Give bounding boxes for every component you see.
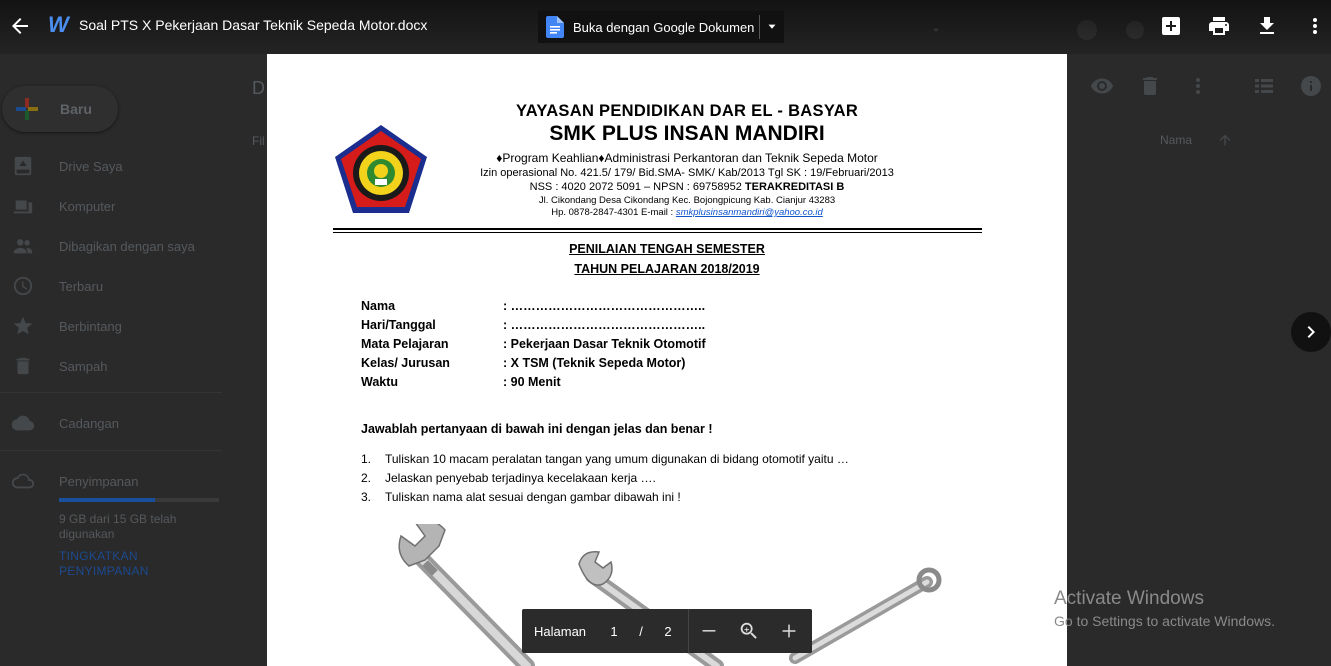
chevron-right-icon [1299,320,1323,344]
zoom-out-button[interactable] [689,609,729,653]
drive-icon [11,154,35,178]
question-item [361,452,849,466]
sidebar-item-recent[interactable] [0,274,103,298]
download-button[interactable] [1255,14,1279,38]
field-label: Hari/Tanggal [361,318,436,332]
back-arrow-icon[interactable] [8,14,32,38]
print-button[interactable] [1207,14,1231,38]
address-line: Jl. Cikondang Desa Cikondang Kec. Bojongpicung Kab. Cianjur 43283 [538,195,836,206]
sidebar-item-label: Komputer [59,198,116,214]
add-to-drive-button[interactable] [1159,14,1183,38]
add-to-drive-icon [1159,14,1183,38]
list-view-icon[interactable] [1252,74,1276,98]
storage-bar [59,498,219,502]
question-text: Tuliskan 10 macam peralatan tangan yang umum digunakan di bidang otomotif yaitu … [385,452,849,466]
field-value: : Pekerjaan Dasar Teknik Otomotif [503,337,706,351]
open-with-google-docs-button[interactable] [538,11,784,43]
sidebar-item-shared[interactable] [0,234,195,258]
programs-line: ♦Program Keahlian♦Administrasi Perkantoran dan Teknik Sepeda Motor [496,151,878,165]
chevron-down-icon [765,20,779,34]
open-with-dropdown[interactable] [760,20,784,34]
preview-eye-icon[interactable] [1090,74,1114,98]
print-icon [1207,14,1231,38]
column-header-name[interactable]: Nama [1160,133,1193,147]
sidebar-item-computers[interactable] [0,194,115,218]
google-docs-icon [543,15,567,39]
plus-icon [16,98,38,120]
upgrade-storage-link[interactable]: TINGKATKAN PENYIMPANAN [59,549,149,578]
document-page [267,54,1067,666]
field-value: : 90 Menit [503,375,561,389]
plus-icon [778,620,800,642]
sidebar-item-label: Berbintang [59,318,122,334]
new-button[interactable] [2,86,118,132]
sidebar-item-label: Sampah [59,358,108,374]
cloud-outline-icon [11,469,35,493]
sidebar-item-starred[interactable] [0,314,122,338]
zoom-icon [738,620,760,642]
viewer-top-bar [0,0,1331,54]
minus-icon [698,620,720,642]
info-icon[interactable] [1299,74,1323,98]
nss-text: NSS : 4020 2072 5091 – NPSN : 69758952 [529,181,745,193]
question-number: 1. [361,452,372,466]
trash-icon [11,354,35,378]
contact-prefix: Hp. 0878-2847-4301 E-mail : [551,207,676,218]
sidebar-item-label: Terbaru [59,278,104,294]
download-icon [1255,14,1279,38]
people-icon [11,234,35,258]
new-button-label: Baru [60,101,92,117]
contact-line [457,207,917,218]
storage-usage-text: 9 GB dari 15 GB telah digunakan [59,512,177,541]
exam-title: PENILAIAN TENGAH SEMESTER [569,242,765,256]
page-label: Halaman [534,623,587,639]
sidebar-divider [0,392,222,393]
question-text: Tuliskan nama alat sesuai dengan gambar dibawah ini ! [385,490,681,504]
storage-bar-fill [59,498,155,502]
letterhead-rule-thin [333,232,982,233]
more-options-button[interactable] [1303,14,1327,38]
field-label: Kelas/ Jurusan [361,356,450,370]
next-file-button[interactable] [1291,312,1331,352]
open-with-label: Buka dengan Google Dokumen [573,19,755,35]
page-separator: / [639,623,643,639]
sidebar-divider [0,450,222,451]
permit-line: Izin operasional No. 421.5/ 179/ Bid.SMA- SMK/ Kab/2013 Tgl SK : 19/Februari/2013 [480,167,894,179]
sidebar-item-label: Cadangan [59,415,119,431]
question-number: 3. [361,490,372,504]
star-icon [11,314,35,338]
cloud-icon [11,411,35,435]
clock-icon [11,274,35,298]
word-file-icon: W [48,12,69,37]
question-item [361,471,656,485]
accreditation-text: TERAKREDITASI B [744,181,845,193]
arrow-up-icon[interactable] [1217,132,1233,148]
sidebar-item-storage[interactable] [0,469,139,493]
sidebar-item-label: Drive Saya [59,158,123,174]
total-pages: 2 [664,623,672,639]
delete-icon[interactable] [1138,74,1162,98]
current-page-input[interactable]: 1 [610,623,618,639]
letterhead [457,102,917,218]
exam-year: TAHUN PELAJARAN 2018/2019 [574,262,760,276]
watermark-subtitle: Go to Settings to activate Windows. [1054,613,1275,629]
question-text: Jelaskan penyebab terjadinya kecelakaan kerja …. [385,471,656,485]
computer-icon [11,194,35,218]
sidebar-item-label: Penyimpanan [59,473,139,489]
field-value: : X TSM (Teknik Sepeda Motor) [503,356,686,370]
sidebar-item-backup[interactable] [0,411,119,435]
page-controls [522,609,812,653]
filter-fragment: Fil [252,134,265,148]
sidebar-item-label: Dibagikan dengan saya [59,238,195,254]
instruction-text: Jawablah pertanyaan di bawah ini dengan jelas dan benar ! [361,422,713,436]
adjustable-wrench-icon [399,524,527,666]
zoom-in-button[interactable] [769,609,809,653]
field-value: : ……………………………………….. [503,299,706,313]
school-name: SMK PLUS INSAN MANDIRI [549,122,825,145]
sidebar-item-trash[interactable] [0,354,107,378]
file-title: Soal PTS X Pekerjaan Dasar Teknik Sepeda Motor.docx [79,17,428,33]
page-title-fragment: D [252,78,265,98]
question-number: 2. [361,471,372,485]
email-link[interactable]: smkplusinsanmandiri@yahoo.co.id [675,207,823,218]
field-label: Nama [361,299,396,313]
letterhead-rule-thick [333,228,982,230]
field-value: : ……………………………………….. [503,318,706,332]
field-label: Waktu [361,375,399,389]
school-logo-icon [333,123,429,215]
watermark-title: Activate Windows [1054,588,1204,609]
more-vert-icon [1303,14,1327,38]
foundation-name: YAYASAN PENDIDIKAN DAR EL - BASYAR [515,102,859,120]
field-label: Mata Pelajaran [361,337,449,351]
zoom-reset-button[interactable] [729,609,769,653]
more-vert-bg-icon[interactable] [1186,74,1210,98]
activation-watermark [1054,588,1275,629]
sidebar-item-my-drive[interactable] [0,154,123,178]
ring-wrench-icon [795,570,939,658]
nss-line [457,181,917,193]
question-item [361,490,681,504]
